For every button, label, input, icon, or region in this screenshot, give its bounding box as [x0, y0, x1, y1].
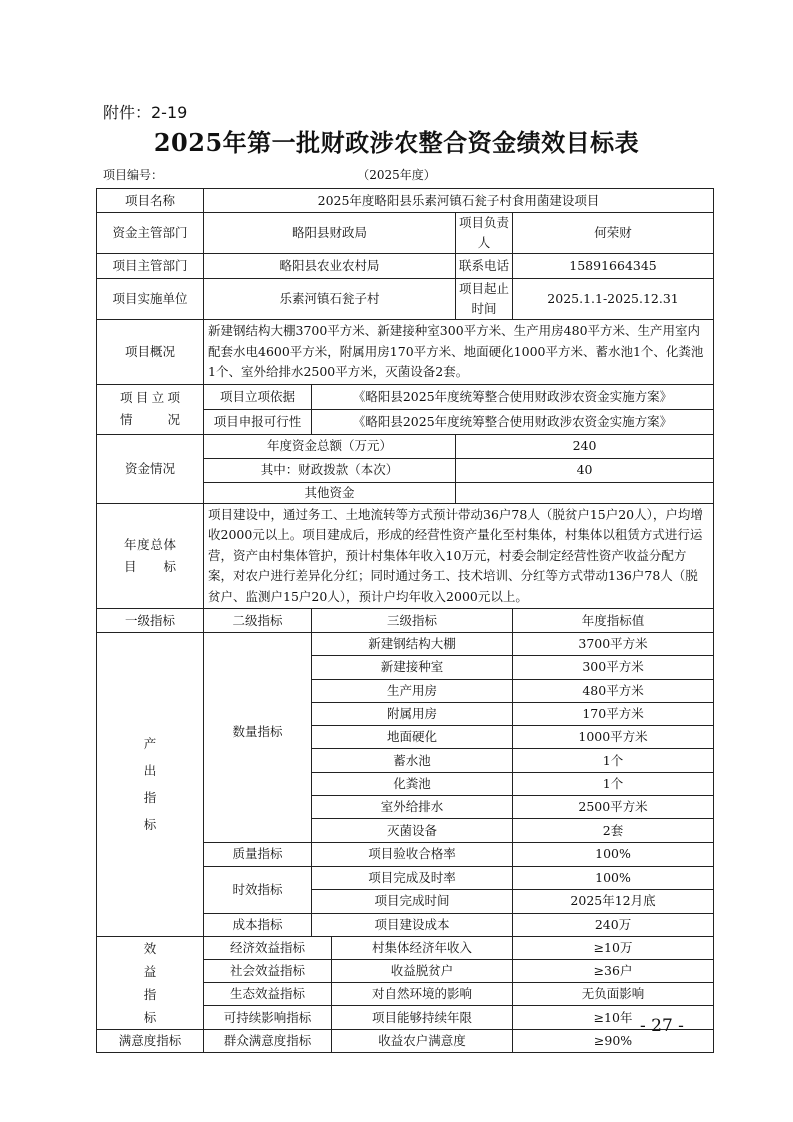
approval-label-text: 项目立项情况	[120, 390, 180, 427]
impl-unit-label: 项目实施单位	[97, 279, 204, 320]
funds-fiscal: 40	[456, 458, 714, 482]
goal: 项目建设中，通过务工、土地流转等方式预计带动36户78人（脱贫户15户20人），户均增收2000元以上。项目建成后，形成的经营性资产量化至村集体，村集体以租赁方式进行运营，资产由村集体管护，预计村集体年收入10万元，村委会制定经营性资产收益分配方案，对农户进行差异化分红；同时通过务工、技术培训、分红等方式带动136户78人（脱贫户、监测户15户20人），预计户均年收入2000元以上。	[204, 503, 714, 609]
leader: 何荣财	[513, 213, 714, 254]
satisfaction-item-name: 收益农户满意度	[332, 1029, 513, 1052]
table-row	[97, 254, 714, 279]
impl-unit: 乐素河镇石瓮子村	[204, 279, 456, 320]
funds-total: 240	[456, 434, 714, 458]
table-row	[97, 503, 714, 609]
benefit-level2: 可持续影响指标	[204, 1006, 332, 1029]
benefit-item-name: 村集体经济年收入	[332, 936, 513, 959]
quality-item-name: 项目验收合格率	[312, 842, 513, 866]
satisfaction-item-value: ≥90%	[513, 1029, 714, 1052]
page-title: 2025年第一批财政涉农整合资金绩效目标表	[153, 128, 640, 157]
header-value: 年度指标值	[513, 609, 714, 633]
leader-label	[456, 213, 513, 254]
period: 2025.1.1-2025.12.31	[513, 279, 714, 320]
quality-item-value: 100%	[513, 842, 714, 866]
timeliness-item-name: 项目完成时间	[312, 890, 513, 914]
quantity-item-value: 300平方米	[513, 656, 714, 679]
table-row	[97, 320, 714, 385]
target-table	[96, 188, 714, 1053]
benefit-level2: 社会效益指标	[204, 959, 332, 982]
quantity-item-name: 灭菌设备	[312, 819, 513, 842]
timeliness-indicator-label: 时效指标	[204, 866, 312, 913]
quantity-item-value: 2套	[513, 819, 714, 842]
page-number: - 27 -	[640, 1016, 684, 1036]
quantity-item-name: 室外给排水	[312, 796, 513, 819]
table-row	[97, 609, 714, 633]
phone: 15891664345	[513, 254, 714, 279]
satisfaction-level2: 群众满意度指标	[204, 1029, 332, 1052]
project-dept-label: 项目主管部门	[97, 254, 204, 279]
year-label: （2025年度）	[357, 168, 436, 182]
satisfaction-indicator-label: 满意度指标	[97, 1029, 204, 1052]
table-row	[97, 633, 714, 656]
table-row	[97, 189, 714, 213]
quantity-item-name: 新建接种室	[312, 656, 513, 679]
timeliness-item-name: 项目完成及时率	[312, 866, 513, 890]
table-row	[97, 279, 714, 320]
project-name: 2025年度略阳县乐素河镇石瓮子村食用菌建设项目	[204, 189, 714, 213]
quantity-item-value: 2500平方米	[513, 796, 714, 819]
phone-label: 联系电话	[456, 254, 513, 279]
overview-label: 项目概况	[97, 320, 204, 385]
fund-dept-label: 资金主管部门	[97, 213, 204, 254]
project-name-label: 项目名称	[97, 189, 204, 213]
attachment-label: 附件：2-19	[103, 103, 188, 122]
header-level3: 三级指标	[312, 609, 513, 633]
quantity-item-value: 1个	[513, 749, 714, 772]
benefit-item-value: ≥10年	[513, 1006, 714, 1029]
cost-indicator-label: 成本指标	[204, 913, 312, 936]
benefit-indicator-label	[97, 936, 204, 1029]
output-label-text: 产出指标	[143, 736, 157, 833]
quantity-item-name: 蓄水池	[312, 749, 513, 772]
project-number-label: 项目编号：	[103, 168, 164, 182]
approval-basis: 《略阳县2025年度统筹整合使用财政涉农资金实施方案》	[312, 384, 714, 409]
feasibility-label: 项目申报可行性	[204, 409, 312, 434]
approval-basis-label: 项目立项依据	[204, 384, 312, 409]
fund-dept: 略阳县财政局	[204, 213, 456, 254]
period-label: 项目起止时间	[456, 279, 513, 320]
quantity-item-value: 3700平方米	[513, 633, 714, 656]
quantity-item-name: 附属用房	[312, 702, 513, 725]
quantity-label-text: 数量指标	[232, 724, 283, 740]
funds-other-label: 其他资金	[204, 482, 456, 503]
quantity-item-value: 170平方米	[513, 702, 714, 725]
output-indicator-label	[97, 633, 204, 937]
table-row	[97, 936, 714, 959]
overview: 新建钢结构大棚3700平方米、新建接种室300平方米、生产用房480平方米、生产用室内配套水电4600平方米，附属用房170平方米、地面硬化1000平方米、蓄水池1个、化粪池1个、室外给排水2500平方米，灭菌设备2套。	[204, 320, 714, 385]
benefit-level2: 经济效益指标	[204, 936, 332, 959]
quantity-item-name: 化粪池	[312, 772, 513, 795]
cost-item-value: 240万	[513, 913, 714, 936]
header-level1: 一级指标	[97, 609, 204, 633]
quantity-item-value: 480平方米	[513, 679, 714, 702]
timeliness-item-value: 100%	[513, 866, 714, 890]
table-row	[97, 434, 714, 458]
feasibility: 《略阳县2025年度统筹整合使用财政涉农资金实施方案》	[312, 409, 714, 434]
quantity-item-name: 新建钢结构大棚	[312, 633, 513, 656]
benefit-item-value: ≥10万	[513, 936, 714, 959]
project-dept: 略阳县农业农村局	[204, 254, 456, 279]
quantity-item-name: 地面硬化	[312, 726, 513, 749]
quantity-indicator-label	[204, 633, 312, 843]
quantity-item-value: 1000平方米	[513, 726, 714, 749]
funds-label: 资金情况	[97, 434, 204, 503]
table-row	[97, 1029, 714, 1052]
benefit-label-text: 效益指标	[143, 940, 157, 1025]
benefit-item-value: ≥36户	[513, 959, 714, 982]
benefit-item-value: 无负面影响	[513, 983, 714, 1006]
benefit-level2: 生态效益指标	[204, 983, 332, 1006]
timeliness-item-value: 2025年12月底	[513, 890, 714, 914]
goal-label-text: 年度总体目标	[124, 536, 176, 574]
benefit-item-name: 收益脱贫户	[332, 959, 513, 982]
benefit-item-name: 项目能够持续年限	[332, 1006, 513, 1029]
table-row	[97, 384, 714, 409]
cost-item-name: 项目建设成本	[312, 913, 513, 936]
funds-total-label: 年度资金总额（万元）	[204, 434, 456, 458]
leader-label-text: 项目负责人	[459, 215, 510, 250]
approval-label	[97, 384, 204, 434]
quantity-item-name: 生产用房	[312, 679, 513, 702]
benefit-item-name: 对自然环境的影响	[332, 983, 513, 1006]
goal-label	[97, 503, 204, 609]
header-level2: 二级指标	[204, 609, 312, 633]
table-row	[97, 213, 714, 254]
quality-indicator-label: 质量指标	[204, 842, 312, 866]
quantity-item-value: 1个	[513, 772, 714, 795]
funds-other	[456, 482, 714, 503]
funds-fiscal-label: 其中：财政拨款（本次）	[204, 458, 456, 482]
